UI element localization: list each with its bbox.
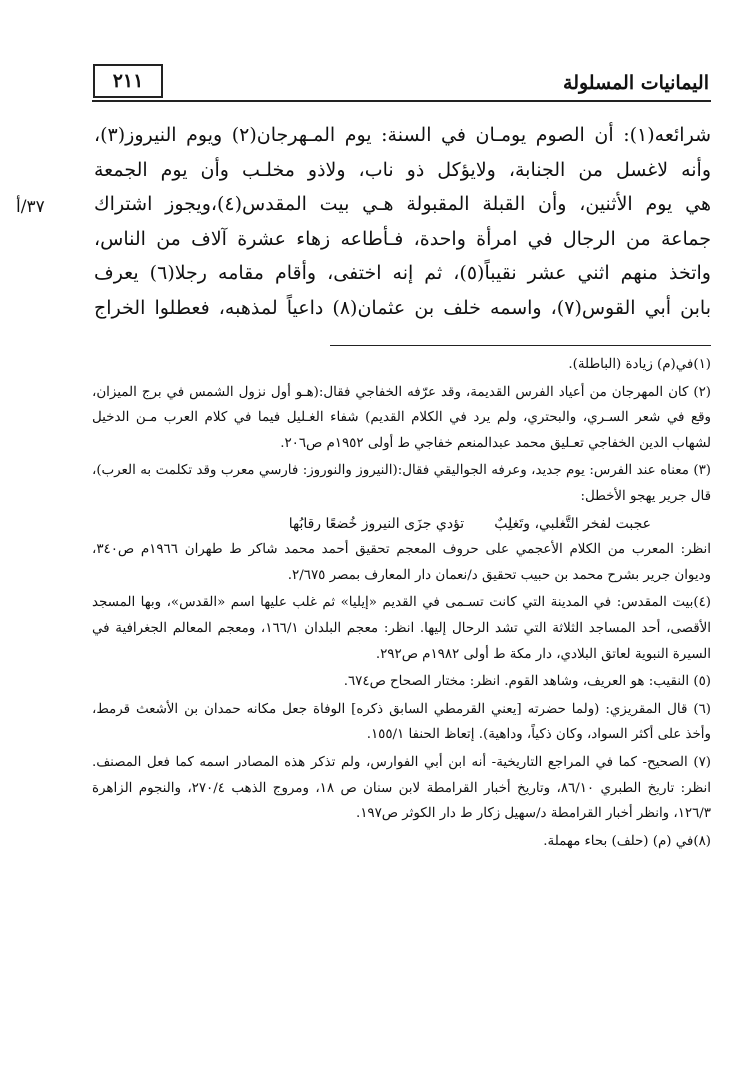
footnote-5: (٥) النقيب: هو العريف، وشاهد القوم. انظر: مختار الصحاح ص٦٧٤. [343,674,711,690]
footnote-7: (٧) الصحيح- كما في المراجع التاريخية- أنه ابن أبي الفوارس، ولم تذكر هذه المصادر اسمه كما فعل المصنف. انظر: تاريخ الطبري ٨٦/١٠، وتاريخ أخبار القرامطة لابن سنان ص ١٨، ومروج الذهب ٢٧٠/٤، والنجوم الزاهرة ١٢٦/٣، وانظر أخبار القرامطة د/سهيل زكار ط دار الكوثر ص١٩٧. [92,754,711,822]
header-rule [92,100,711,102]
running-header-title: اليمانيات المسلولة [563,72,709,94]
footnote-3: (٣) معناه عند الفرس: يوم جديد، وعرفه الجواليقي فقال:(النيروز والنوروز: فارسي معرب وقد تكلمت به العرب)، قال جرير يهجو الأخطل: [92,463,711,504]
verse-first-hemistich: عجبت لفخر التَّغلبي، وتَغلِبٌ [494,515,651,532]
main-text-line: هي يوم الأثنين، وأن القبلة المقبولة هـي بيت المقدس(٤)،ويجوز اشتراك [94,193,711,216]
page-number-box [93,64,163,98]
footnote-1: (١)في(م) زيادة (الباطلة). [568,357,711,372]
poem-verse [92,512,711,538]
main-text-line: واتخذ منهم اثني عشر نقيباً(٥)، ثم إنه اختفى، وأقام مقامه رجلا(٦) يعرف [94,262,711,285]
footnotes [92,352,711,856]
main-text-line: شرائعه(١): أن الصوم يومـان في السنة: يوم المـهرجان(٢) ويوم النيروز(٣)، [94,124,711,146]
main-text-line: بابن أبي القوس(٧)، واسمه خلف بن عثمان(٨) داعياً لمذهبه، فعطلوا الخراج [94,296,711,319]
footnote-3-continued: انظر: المعرب من الكلام الأعجمي على حروف المعجم تحقيق أحمد محمد شاكر ط طهران ١٩٦٦م ص٣٤٠، وديوان جرير بشرح محمد بن حبيب تحقيق د/نعمان دار المعارف بمصر ٢/٦٧٥. [92,542,711,583]
footnote-8: (٨)في (م) (حلف) بحاء مهملة. [543,833,711,849]
manuscript-folio-reference: ٣٧/أ [16,197,45,217]
footnote-4: (٤)بيت المقدس: في المدينة التي كانت تسـمى في القديم «إيليا» ثم غلب عليها اسم «القدس»، وبها المسجد الأقصى، أحد المساجد الثلاثة التي تشد الرحال إليها. انظر: معجم البلدان ١٦٦/١، ومعجم المعالم الجغرافية في السيرة النبوية لعاتق البلادي، دار مكة ط أولى ١٩٨٢م ص٢٩٢. [92,595,711,662]
footnote-2: (٢) كان المهرجان من أعياد الفرس القديمة، وقد عرّفه الخفاجي فقال:(هـو أول نزول الشمس في برج الميزان، وقع في شعر السـري، والبحتري، ولم يرد في الكلام القديم) شفاء الغـليل فيما في كلام العرب مـن الدخيل لشهاب الدين الخفاجي تعـليق محمد عبدالمنعم خفاجي ط أولى ١٩٥٢م ص٢٠٦. [92,384,711,451]
footnote-6: (٦) قال المقريزي: (ولما حضرته [يعني القرمطي السابق ذكره] الوفاة جعل مكانه حمدان بن الأشعث قرمط، وأخذ على أكثر السواد، وكان ذكياً، وداهية). إتعاظ الحنفا ١٥٥/١. [92,701,711,743]
footnote-separator [330,345,711,346]
main-text-body [94,118,711,326]
main-text-line: وأنه لاغسل من الجنابة، ولايؤكل ذو ناب، ولاذو مخلـب وأن يوم الجمعة [94,158,711,181]
page-number: ٢١١ [112,70,144,92]
main-text-line: جماعة من الرجال في امرأة واحدة، فـأطاعه زهاء عشرة آلاف من الناس، [94,227,711,250]
verse-second-hemistich: تؤدي جزَى النيروز خُضعًا رقابُها [288,515,465,532]
